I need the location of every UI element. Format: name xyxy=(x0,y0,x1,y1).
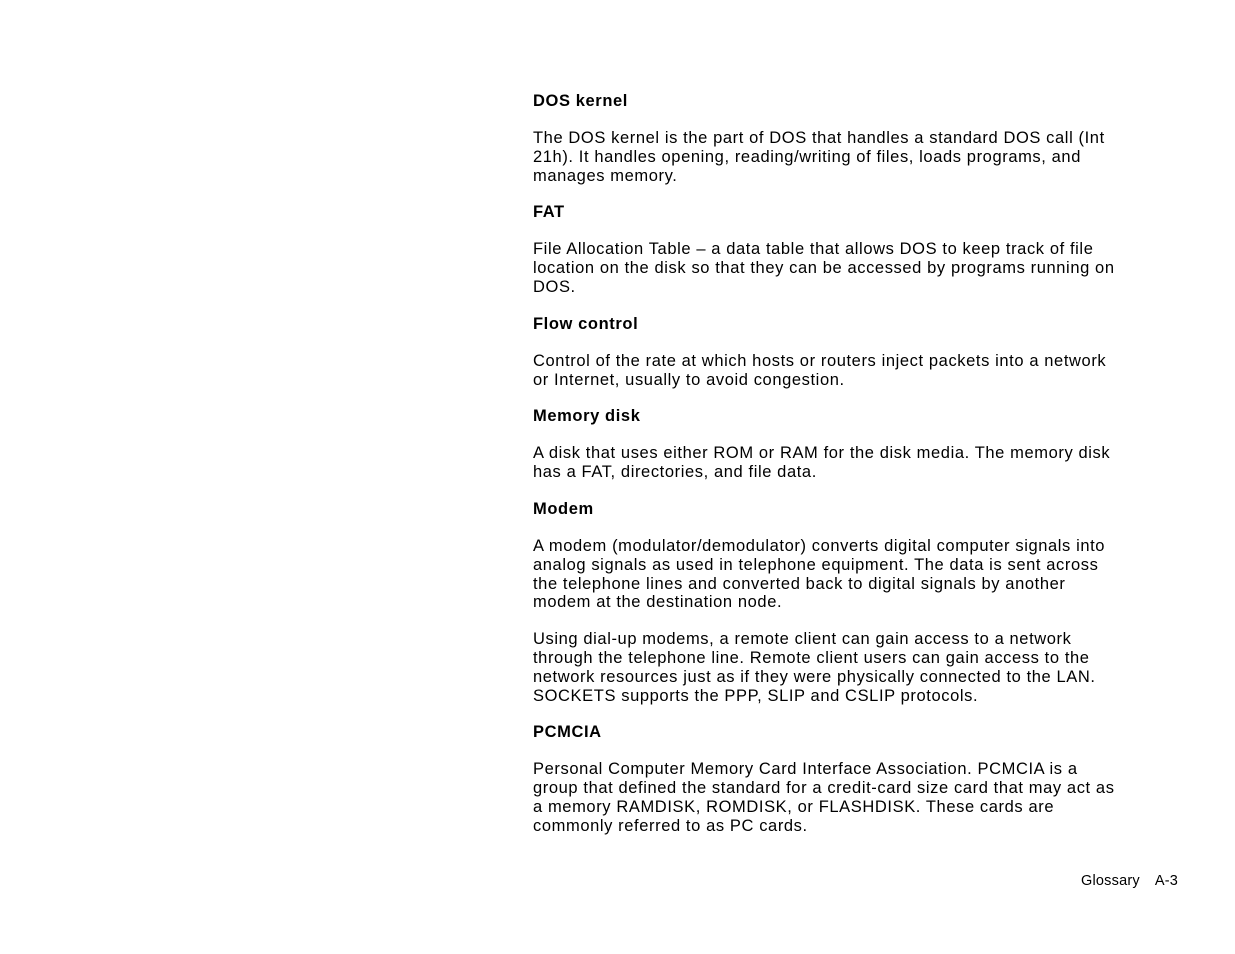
glossary-entry-fat xyxy=(533,203,1183,296)
glossary-definition: Using dial-up modems, a remote client can gain access to a network through the telephone line. Remote client users can gain access to the network resources just as if they were physically connected to the LAN. SOCKETS supports the PPP, SLIP and CSLIP protocols. xyxy=(533,630,1096,705)
glossary-term: Memory disk xyxy=(533,407,641,426)
glossary-term: Flow control xyxy=(533,314,639,333)
glossary-definition: Personal Computer Memory Card Interface Association. PCMCIA is a group that defined the standard for a credit-card size card that may act as a memory RAMDISK, ROMDISK, or FLASHDISK. These cards are commonly referred to as PC cards. xyxy=(533,760,1115,835)
glossary-entry-flow-control xyxy=(533,315,1183,390)
page-footer xyxy=(1081,872,1178,890)
glossary-entry-pcmcia xyxy=(533,723,1183,835)
footer-section-label: Glossary xyxy=(1081,873,1140,889)
glossary-definition: File Allocation Table – a data table that allows DOS to keep track of file location on the disk so that they can be accessed by programs running on DOS. xyxy=(533,240,1115,296)
glossary-term: Modem xyxy=(533,499,594,518)
glossary-term: FAT xyxy=(533,203,565,222)
glossary-content xyxy=(533,92,1183,854)
glossary-entry-dos-kernel xyxy=(533,92,1183,185)
glossary-term: DOS kernel xyxy=(533,92,628,110)
glossary-definition: A modem (modulator/demodulator) converts digital computer signals into analog signals as used in telephone equipment. The data is sent across the telephone lines and converted back to digital signals by another modem at the destination node. xyxy=(533,536,1106,612)
glossary-definition: Control of the rate at which hosts or routers inject packets into a network or Internet, usually to avoid congestion. xyxy=(533,351,1107,389)
glossary-entry-memory-disk xyxy=(533,407,1183,482)
glossary-definition: The DOS kernel is the part of DOS that handles a standard DOS call (Int 21h). It handles opening, reading/writing of files, loads programs, and manages memory. xyxy=(533,129,1105,185)
glossary-term: PCMCIA xyxy=(533,723,602,742)
glossary-entry-modem xyxy=(533,500,1183,705)
page-number: A-3 xyxy=(1154,873,1178,889)
glossary-definition: A disk that uses either ROM or RAM for the disk media. The memory disk has a FAT, directories, and file data. xyxy=(533,444,1111,482)
